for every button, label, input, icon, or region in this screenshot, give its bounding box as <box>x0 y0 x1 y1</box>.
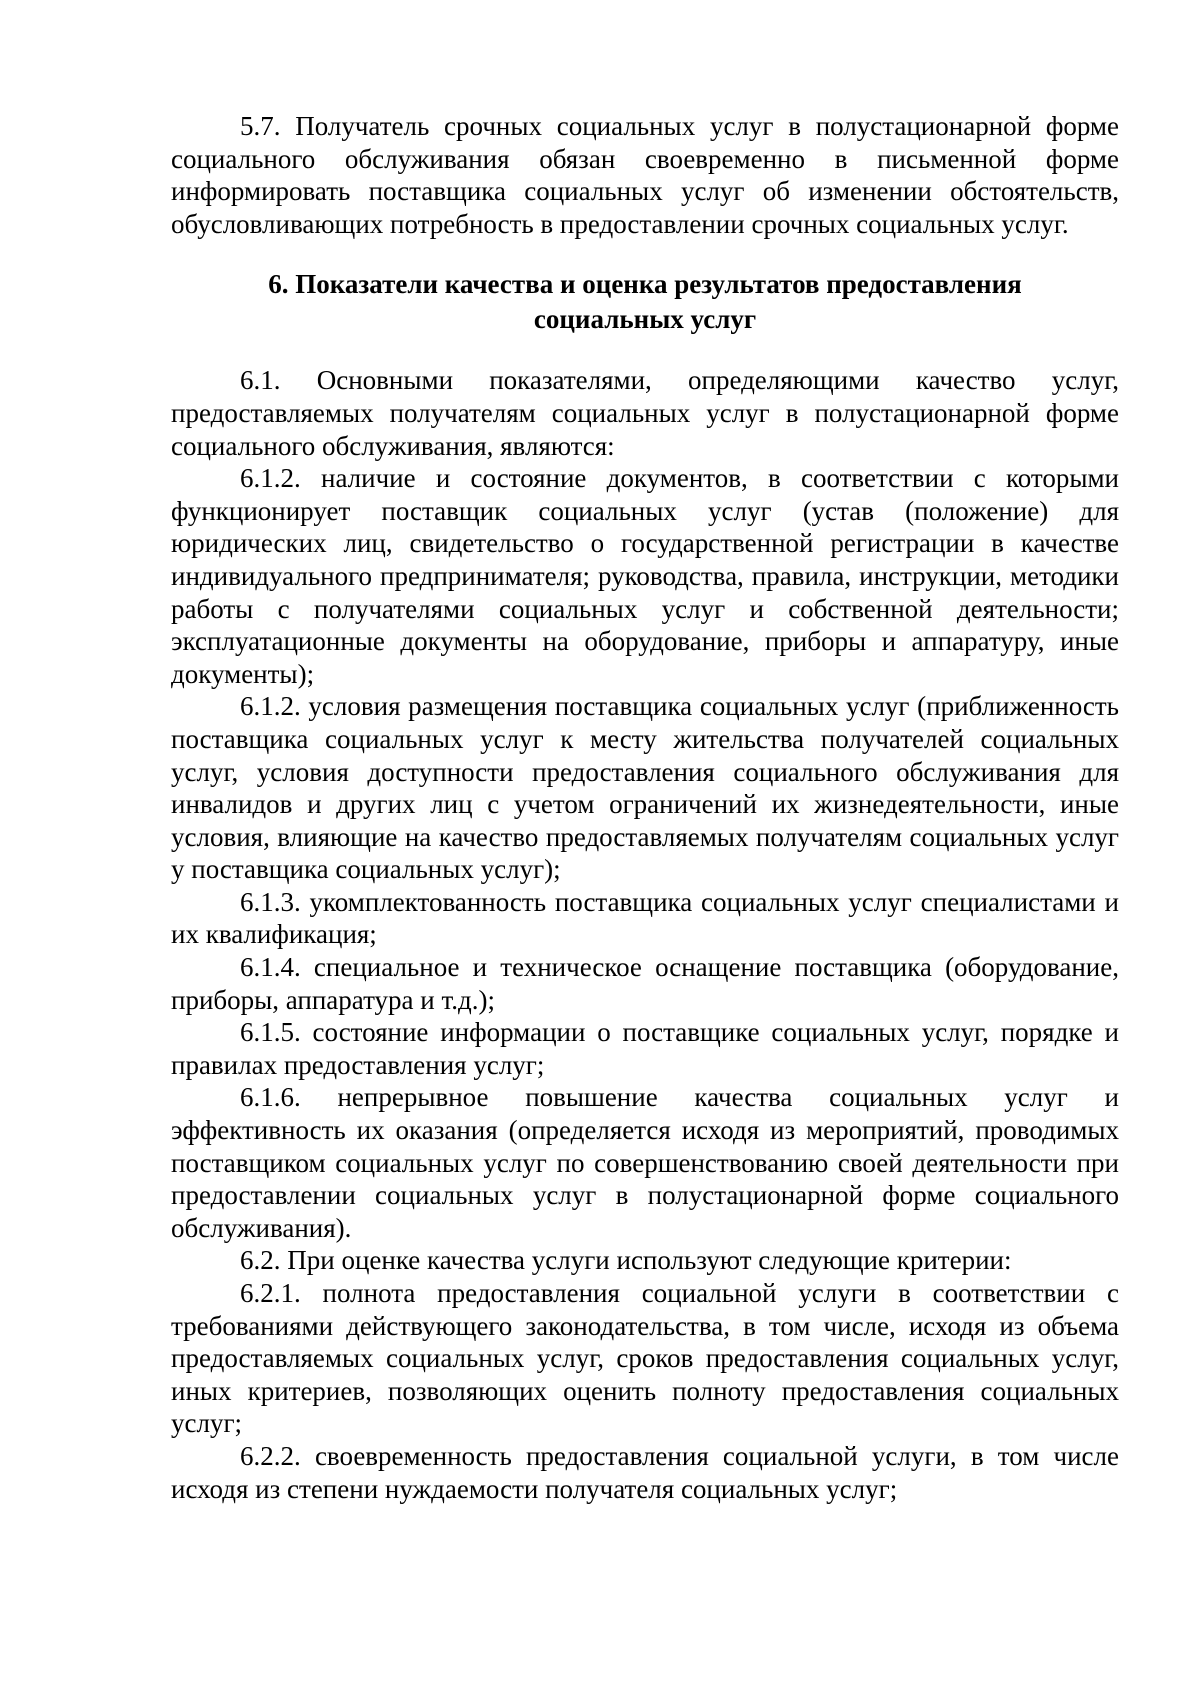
section-heading <box>171 267 1119 337</box>
paragraph-6-2: 6.2. При оценке качества услуги используют следующие критерии: <box>240 1245 1012 1276</box>
paragraph-6-1-2-documents: 6.1.2. наличие и состояние документов, в соответствии с которыми функционирует поставщик социальных услуг (устав (положение) для юридических лиц, свидетельство о государственной регистрации в качестве индивидуального предпринимателя; руководства, правила, инструкции, методики работы с получателями социальных услуг и собственной деятельности; эксплуатационные документы на оборудование, приборы и аппаратуру, иные документы); <box>171 463 1119 689</box>
section-heading-line-2: социальных услуг <box>533 304 757 335</box>
paragraph-6-1-4: 6.1.4. специальное и техническое оснащение поставщика (оборудование, приборы, аппаратура и т.д.); <box>171 952 1119 1015</box>
paragraph-6-1-6: 6.1.6. непрерывное повышение качества социальных услуг и эффективность их оказания (определяется исходя из мероприятий, проводимых поставщиком социальных услуг по совершенствованию своей деятельности при предоставлении социальных услуг в полустационарной форме социального обслуживания). <box>171 1082 1119 1243</box>
paragraph-6-1: 6.1. Основными показателями, определяющими качество услуг, предоставляемых получателям социальных услуг в полустационарной форме социального обслуживания, являются: <box>171 365 1119 461</box>
paragraph-6-1-3: 6.1.3. укомплектованность поставщика социальных услуг специалистами и их квалификация; <box>171 886 1119 950</box>
document-page <box>171 110 1119 1505</box>
section-heading-line-1: 6. Показатели качества и оценка результатов предоставления <box>268 269 1022 300</box>
paragraph-6-1-5: 6.1.5. состояние информации о поставщике социальных услуг, порядке и правилах предоставления услуг; <box>171 1017 1119 1080</box>
paragraph-6-1-2-conditions: 6.1.2. условия размещения поставщика социальных услуг (приближенность поставщика социальных услуг к месту жительства получателей социальных услуг, условия доступности предоставления социального обслуживания для инвалидов и других лиц с учетом ограничений их жизнедеятельности, иные условия, влияющие на качество предоставляемых получателям социальных услуг у поставщика социальных услуг); <box>171 691 1119 885</box>
paragraph-6-2-2: 6.2.2. своевременность предоставления социальной услуги, в том числе исходя из степени нуждаемости получателя социальных услуг; <box>171 1440 1119 1504</box>
paragraph-5-7: 5.7. Получатель срочных социальных услуг в полустационарной форме социального обслуживания обязан своевременно в письменной форме информировать поставщика социальных услуг об изменении обстоятельств, обусловливающих потребность в предоставлении срочных социальных услуг. <box>171 111 1119 239</box>
paragraph-6-2-1: 6.2.1. полнота предоставления социальной услуги в соответствии с требованиями действующего законодательства, в том числе, исходя из объема предоставляемых социальных услуг, сроков предоставления социальных услуг, иных критериев, позволяющих оценить полноту предоставления социальных услуг; <box>171 1278 1119 1439</box>
